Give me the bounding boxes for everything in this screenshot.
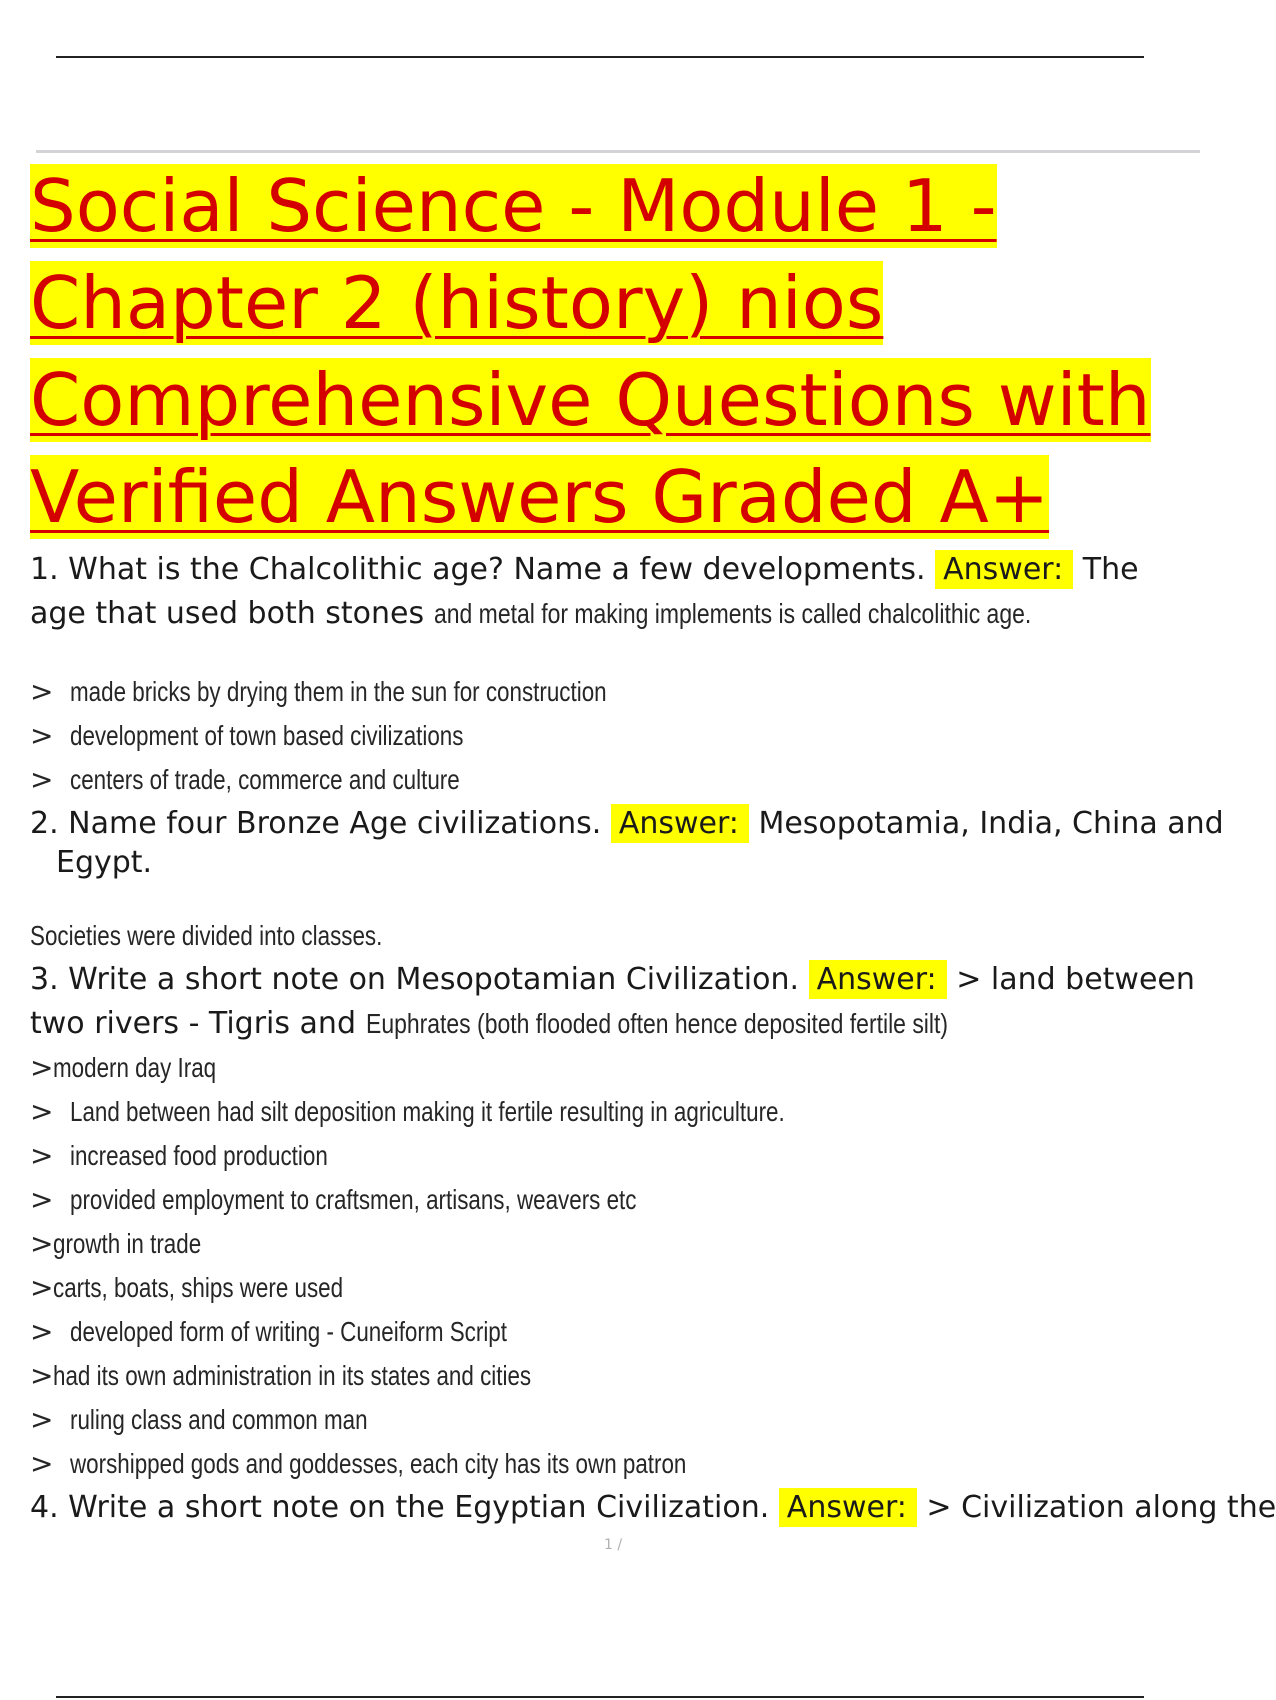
list-item: >had its own administration in its states and cities — [30, 1359, 532, 1392]
list-item: >growth in trade — [30, 1227, 202, 1260]
title-line: Social Science - Module 1 - — [30, 164, 997, 248]
answer-list — [30, 1046, 1195, 1486]
answer-label: Answer: — [611, 804, 749, 843]
question-2: 2. Name four Bronze Age civilizations. Answer: Mesopotamia, India, China and — [30, 806, 1224, 841]
list-item: > developed form of writing - Cuneiform Script — [30, 1315, 507, 1348]
answer-label: Answer: — [935, 550, 1073, 589]
title-separator — [36, 150, 1200, 153]
list-item: > provided employment to craftsmen, artisans, weavers etc — [30, 1183, 637, 1216]
list-item: > ruling class and common man — [30, 1403, 368, 1436]
question-4: 4. Write a short note on the Egyptian Civilization. Answer: > Civilization along the — [30, 1490, 1276, 1525]
answer-label: Answer: — [779, 1488, 917, 1527]
list-item: >carts, boats, ships were used — [30, 1271, 344, 1304]
list-item: > development of town based civilizations — [30, 719, 464, 752]
question-3: 3. Write a short note on Mesopotamian Civilization. Answer: > land between — [30, 962, 1195, 997]
title-line: Verified Answers Graded A+ — [30, 455, 1050, 539]
list-item: > increased food production — [30, 1139, 328, 1172]
list-item: > made bricks by drying them in the sun for construction — [30, 675, 607, 708]
document-body — [30, 548, 1276, 1530]
list-item: >modern day Iraq — [30, 1051, 217, 1084]
list-item: > centers of trade, commerce and culture — [30, 763, 460, 796]
header-rule — [56, 56, 1144, 58]
answer-text: Mesopotamia, India, China and — [758, 806, 1224, 841]
footer-rule — [56, 1696, 1144, 1698]
answer-line: age that used both stones and metal for making implements is called chalcolithic age. — [30, 596, 1031, 631]
title-line: Comprehensive Questions with — [30, 358, 1151, 442]
list-item: > Land between had silt deposition making it fertile resulting in agriculture. — [30, 1095, 785, 1128]
question-1: 1. What is the Chalcolithic age? Name a few developments. Answer: The — [30, 552, 1139, 587]
list-item: > worshipped gods and goddesses, each city has its own patron — [30, 1447, 687, 1480]
answer-line: two rivers - Tigris and Euphrates (both flooded often hence deposited fertile silt) — [30, 1006, 948, 1041]
answer-line: Egypt. — [56, 845, 153, 880]
answer-label: Answer: — [809, 960, 947, 999]
document-title — [30, 158, 1200, 546]
answer-text: > land between — [956, 962, 1195, 997]
answer-text: The — [1082, 552, 1139, 587]
page-number: 1 / — [604, 1537, 623, 1553]
note: Societies were divided into classes. — [30, 920, 383, 951]
title-line: Chapter 2 (history) nios — [30, 261, 884, 345]
answer-text: > Civilization along the — [926, 1490, 1276, 1525]
